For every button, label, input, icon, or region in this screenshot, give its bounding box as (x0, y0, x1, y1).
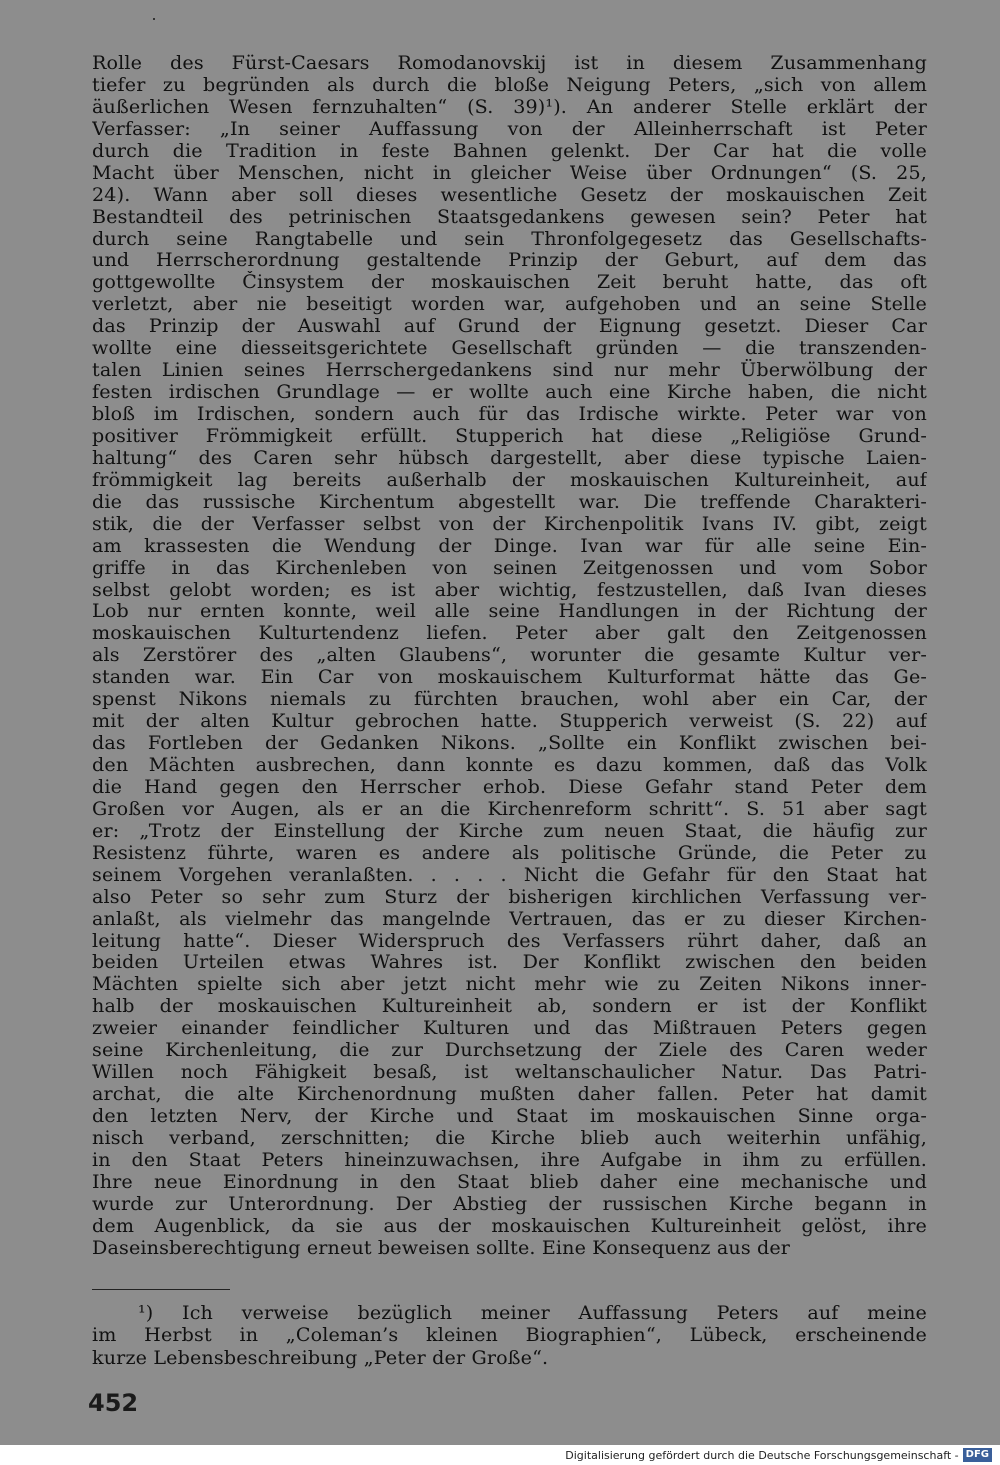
text-line: Ihre neue Einordnung in den Staat blieb daher eine mechanische und (92, 1170, 927, 1193)
text-line: Resistenz führte, waren es andere als politische Gründe, die Peter zu (92, 841, 927, 864)
scan-speck (153, 18, 155, 20)
text-line: tiefer zu begründen als durch die bloße Neigung Peters, „sich von allem (92, 73, 927, 96)
footnote-separator (92, 1289, 230, 1290)
text-line: bloß im Irdischen, sondern auch für das Irdische wirkte. Peter war von (92, 403, 927, 425)
text-line: den letzten Nerv, der Kirche und Staat im moskauischen Sinne orga- (92, 1105, 927, 1127)
text-line: zweier einander feindlicher Kulturen und das Mißtrauen Peters gegen (92, 1017, 927, 1040)
text-line: mit der alten Kultur gebrochen hatte. Stupperich verweist (S. 22) auf (92, 710, 927, 733)
text-line: festen irdischen Grundlage — er wollte auch eine Kirche haben, die nicht (92, 381, 927, 403)
text-line: seine Kirchenleitung, die zur Durchsetzung der Ziele des Caren weder (92, 1039, 927, 1062)
footnote-line: im Herbst in „Coleman’s kleinen Biographien“, Lübeck, erscheinende (92, 1324, 927, 1347)
page-number: 452 (88, 1389, 139, 1417)
text-line: moskauischen Kulturtendenz liefen. Peter aber galt den Zeitgenossen (92, 622, 927, 645)
text-line: das Fortleben der Gedanken Nikons. „Sollte ein Konflikt zwischen bei- (92, 732, 927, 754)
text-line: wollte eine diesseitsgerichtete Gesellschaft gründen — die transzenden- (92, 337, 927, 360)
main-text-column (92, 52, 927, 1259)
text-line: das Prinzip der Auswahl auf Grund der Eignung gesetzt. Dieser Car (92, 315, 927, 338)
text-line: standen war. Ein Car von moskauischem Kulturformat hätte das Ge- (92, 666, 927, 689)
text-line: beiden Urteilen etwas Wahres ist. Der Konflikt zwischen den beiden (92, 951, 927, 974)
footnote-line: ¹) Ich verweise bezüglich meiner Auffassung Peters auf meine (138, 1302, 927, 1324)
text-line: haltung“ des Caren sehr hübsch dargestellt, aber diese typische Laien- (92, 446, 927, 469)
footnote-line: kurze Lebensbeschreibung „Peter der Große“. (92, 1346, 549, 1369)
text-line: durch die Tradition in feste Bahnen gelenkt. Der Car hat die volle (92, 139, 927, 162)
text-line: wurde zur Unterordnung. Der Abstieg der russischen Kirche begann in (92, 1192, 927, 1215)
text-line: Mächten spielte sich aber jetzt nicht mehr wie zu Zeiten Nikons inner- (92, 973, 927, 996)
text-line: anlaßt, als vielmehr das mangelnde Vertrauen, das er zu dieser Kirchen- (92, 907, 927, 930)
text-line: Großen vor Augen, als er an die Kirchenreform schritt“. S. 51 aber sagt (92, 797, 927, 820)
text-line: er: „Trotz der Einstellung der Kirche zum neuen Staat, die häufig zur (92, 819, 927, 842)
text-line: Daseinsberechtigung erneut beweisen sollte. Eine Konsequenz aus der (92, 1236, 791, 1259)
text-line: spenst Nikons niemals zu fürchten brauchen, wohl aber ein Car, der (92, 688, 927, 711)
text-line: Verfasser: „In seiner Auffassung von der Alleinherrschaft ist Peter (92, 117, 927, 140)
text-line: gottgewollte Činsystem der moskauischen Zeit beruht hatte, das oft (92, 271, 927, 294)
text-line: verletzt, aber nie beseitigt worden war, aufgehoben und an seine Stelle (92, 293, 927, 316)
text-line: Rolle des Fürst-Caesars Romodanovskij ist in diesem Zusammenhang (92, 52, 927, 74)
text-line: positiver Frömmigkeit erfüllt. Stupperich hat diese „Religiöse Grund- (92, 424, 927, 447)
text-line: also Peter so sehr zum Sturz der bisherigen kirchlichen Verfassung ver- (92, 885, 927, 908)
text-line: dem Augenblick, da sie aus der moskauischen Kultureinheit gelöst, ihre (92, 1214, 927, 1237)
text-line: Willen noch Fähigkeit besaß, ist weltanschaulicher Natur. Das Patri- (92, 1061, 927, 1084)
footer-credit-text: Digitalisierung gefördert durch die Deutsche Forschungsgemeinschaft - (565, 1448, 959, 1462)
text-line: talen Linien seines Herrschergedankens sind nur mehr Überwölbung der (92, 359, 927, 382)
text-line: die das russische Kirchentum abgestellt war. Die treffende Charakteri- (92, 490, 927, 513)
footnote-block (92, 1302, 927, 1369)
text-line: die Hand gegen den Herrscher erhob. Diese Gefahr stand Peter dem (92, 775, 927, 798)
text-line: und Herrscherordnung gestaltende Prinzip der Geburt, auf dem das (92, 249, 927, 272)
text-line: 24). Wann aber soll dieses wesentliche Gesetz der moskauischen Zeit (92, 183, 927, 206)
text-line: Lob nur ernten konnte, weil alle seine Handlungen in der Richtung der (92, 600, 927, 623)
dfg-logo: DFG (963, 1448, 992, 1462)
text-line: seinem Vorgehen veranlaßten. . . . . Nicht die Gefahr für den Staat hat (92, 863, 927, 886)
text-line: als Zerstörer des „alten Glaubens“, worunter die gesamte Kultur ver- (92, 644, 927, 667)
digitization-footer (0, 1445, 1000, 1465)
text-line: leitung hatte“. Dieser Widerspruch des Verfassers rührt daher, daß an (92, 929, 927, 952)
text-line: archat, die alte Kirchenordnung mußten daher fallen. Peter hat damit (92, 1083, 927, 1105)
text-line: selbst gelobt worden; es ist aber wichtig, festzustellen, daß Ivan dieses (92, 578, 927, 601)
text-line: den Mächten ausbrechen, dann konnte es dazu kommen, daß das Volk (92, 754, 927, 776)
text-line: halb der moskauischen Kultureinheit ab, sondern er ist der Konflikt (92, 995, 927, 1018)
text-line: stik, die der Verfasser selbst von der Kirchenpolitik Ivans IV. gibt, zeigt (92, 512, 927, 535)
text-line: Macht über Menschen, nicht in gleicher Weise über Ordnungen“ (S. 25, (92, 161, 927, 184)
text-line: durch seine Rangtabelle und sein Thronfolgegesetz das Gesellschafts- (92, 227, 927, 250)
text-line: am krassesten die Wendung der Dinge. Ivan war für alle seine Ein- (92, 534, 927, 557)
text-line: Bestandteil des petrinischen Staatsgedankens gewesen sein? Peter hat (92, 205, 927, 228)
text-line: frömmigkeit lag bereits außerhalb der moskauischen Kultureinheit, auf (92, 468, 927, 491)
text-line: in den Staat Peters hineinzuwachsen, ihre Aufgabe in ihm zu erfüllen. (92, 1148, 927, 1171)
text-line: nisch verband, zerschnitten; die Kirche blieb auch weiterhin unfähig, (92, 1126, 927, 1149)
text-line: äußerlichen Wesen fernzuhalten“ (S. 39)¹). An anderer Stelle erklärt der (92, 95, 927, 118)
text-line: griffe in das Kirchenleben von seinen Zeitgenossen und vom Sobor (92, 556, 927, 579)
